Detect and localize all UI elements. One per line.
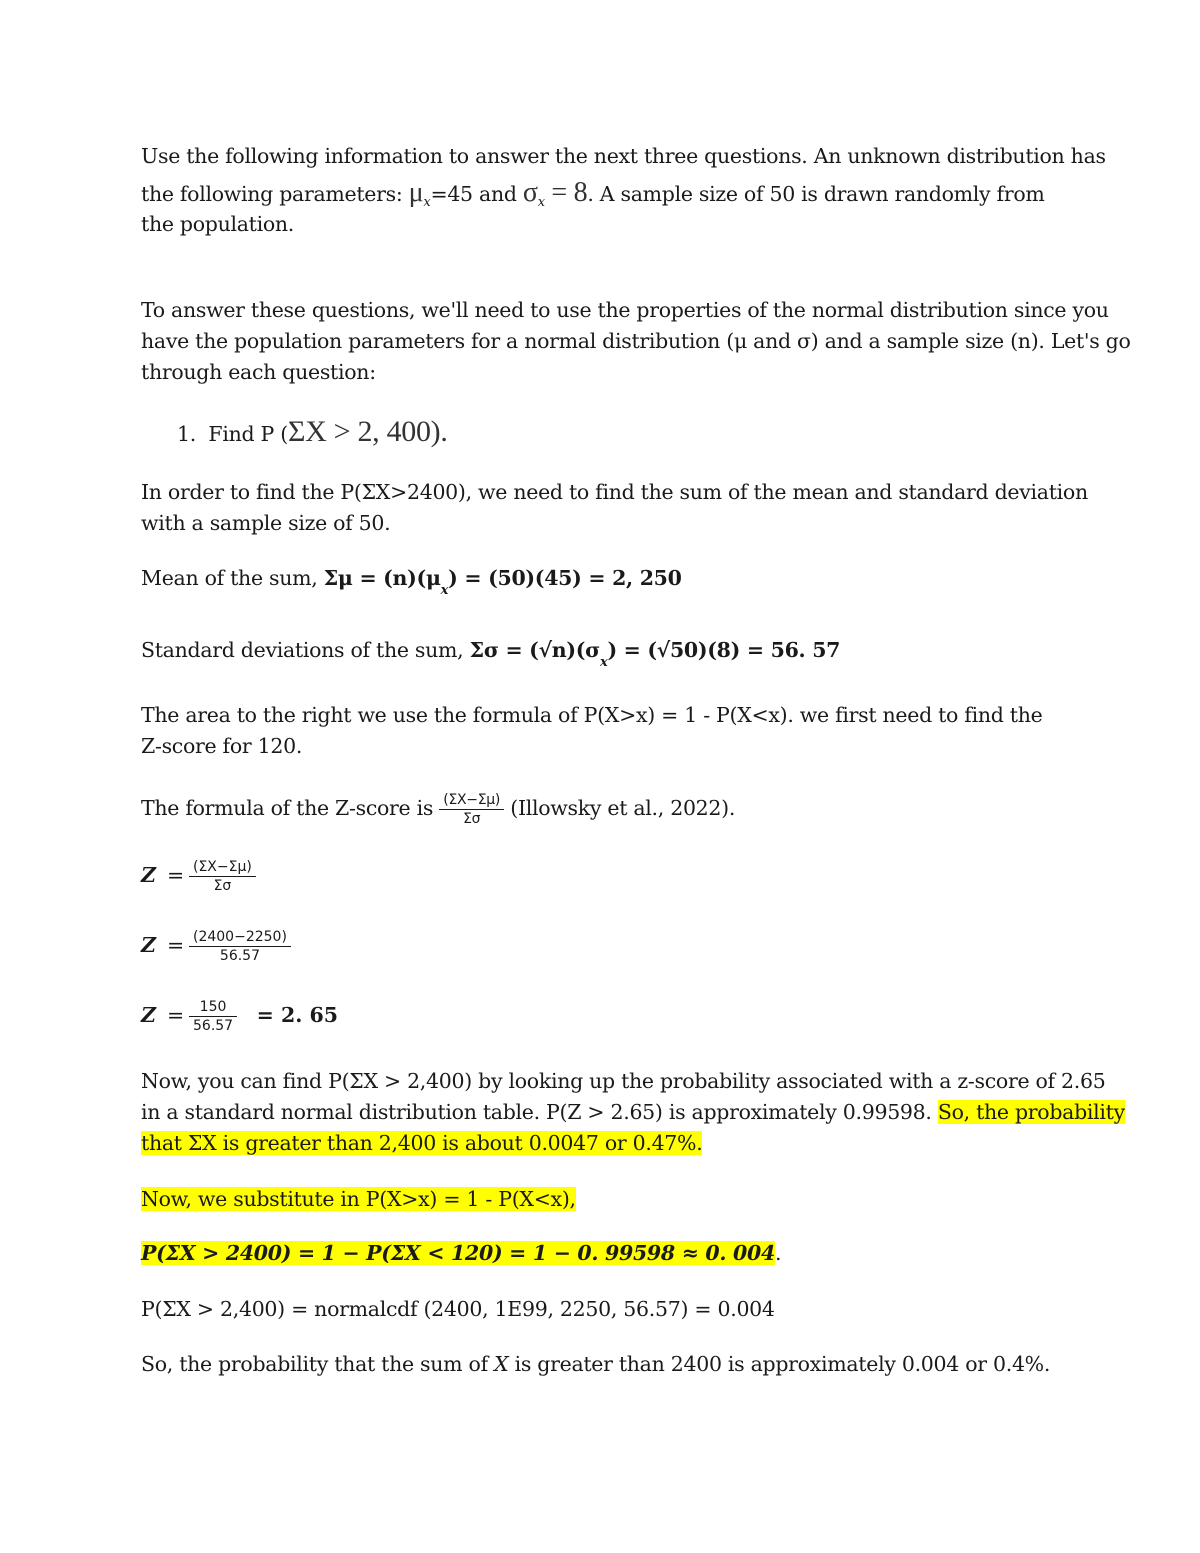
question-formula: ΣX > 2, 400). — [287, 415, 448, 448]
mu-symbol: μ — [408, 177, 424, 208]
z-variable: Z — [141, 1003, 156, 1027]
zformula-prefix: The formula of the Z-score is — [141, 796, 440, 820]
z-step-2 — [141, 928, 291, 965]
z-step-1 — [141, 858, 256, 895]
para4-line-2: Z-score for 120. — [141, 734, 303, 758]
z-denominator: 56.57 — [193, 1018, 234, 1034]
zformula-citation: (Illowsky et al., 2022). — [504, 796, 736, 820]
para2-line-1: To answer these questions, we'll need to use the properties of the normal distribution since you — [141, 298, 1109, 322]
zformula-fraction — [439, 791, 504, 828]
formula-period: . — [774, 1241, 782, 1265]
highlighted-formula: P(ΣX > 2400) = 1 − P(ΣX < 120) = 1 − 0. 99598 ≈ 0. 004 — [141, 1241, 775, 1265]
intro-text-2: . A sample size of 50 is drawn randomly from — [587, 182, 1045, 206]
conclusion-text: So, the probability that the sum of — [141, 1352, 495, 1376]
question-text: Find P ( — [208, 422, 288, 446]
conclusion-variable: X — [494, 1352, 509, 1376]
zformula-denominator: Σσ — [463, 811, 481, 827]
mean-subscript: x — [440, 583, 449, 599]
mean-formula: Σμ = (n)(μ — [323, 566, 441, 590]
z-numerator: 150 — [189, 998, 237, 1017]
sd-formula-end: ) = (√50)(8) = 56. 57 — [607, 638, 841, 662]
z-fraction — [189, 928, 291, 965]
z-fraction — [189, 858, 256, 895]
sd-formula: Σσ = (√n)(σ — [469, 638, 600, 662]
z-variable: Z — [141, 863, 156, 887]
sigma-value: = 8 — [544, 177, 588, 208]
intro-text: the following parameters: — [141, 182, 409, 206]
z-equals: = — [167, 933, 185, 957]
para5-text: in a standard normal distribution table. P(Z > 2.65) is approximately 0.99598. — [141, 1100, 938, 1124]
conclusion-line — [141, 1349, 1050, 1380]
normalcdf-line: P(ΣX > 2,400) = normalcdf (2400, 1E99, 2250, 56.57) = 0.004 — [141, 1297, 775, 1321]
para5-line-2 — [141, 1097, 1125, 1128]
sd-of-sum — [141, 635, 840, 674]
intro-line-3: the population. — [141, 212, 295, 236]
highlighted-text: So, the probability — [937, 1100, 1125, 1124]
z-numerator: (2400−2250) — [189, 928, 291, 947]
sd-subscript: x — [599, 655, 608, 671]
mean-formula-end: ) = (50)(45) = 2, 250 — [448, 566, 682, 590]
final-formula — [141, 1238, 781, 1269]
para3-line-2: with a sample size of 50. — [141, 511, 391, 535]
para2-line-3: through each question: — [141, 360, 376, 384]
substitute-line — [141, 1184, 576, 1215]
z-equals: = — [167, 1003, 185, 1027]
para4-line-1: The area to the right we use the formula of P(X>x) = 1 - P(X<x). we first need to find the — [141, 703, 1043, 727]
mu-value: =45 and — [430, 182, 523, 206]
para2-line-2: have the population parameters for a normal distribution (μ and σ) and a sample size (n). Let's go — [141, 329, 1131, 353]
mean-of-sum — [141, 563, 682, 602]
zformula-numerator: (ΣX−Σμ) — [439, 791, 504, 810]
sigma-symbol: σ — [522, 177, 538, 208]
zscore-formula-sentence — [141, 788, 735, 828]
z-step-3 — [141, 998, 338, 1035]
question-number: 1. — [177, 422, 196, 446]
question-1 — [177, 416, 448, 450]
para5-line-3 — [141, 1128, 702, 1159]
sd-label: Standard deviations of the sum, — [141, 638, 470, 662]
z-result: = 2. 65 — [256, 1003, 339, 1027]
z-fraction — [189, 998, 237, 1035]
para5-line-1: Now, you can find P(ΣX > 2,400) by looking up the probability associated with a z-score of 2.65 — [141, 1069, 1106, 1093]
highlighted-text: Now, we substitute in P(X>x) = 1 - P(X<x), — [141, 1187, 576, 1211]
para3-line-1: In order to find the P(ΣX>2400), we need to find the sum of the mean and standard deviation — [141, 480, 1088, 504]
z-numerator: (ΣX−Σμ) — [189, 858, 256, 877]
intro-line-1: Use the following information to answer the next three questions. An unknown distribution has — [141, 144, 1106, 168]
sigma-subscript: x — [537, 195, 545, 211]
z-variable: Z — [141, 933, 156, 957]
highlighted-text: that ΣX is greater than 2,400 is about 0.0047 or 0.47%. — [141, 1131, 703, 1155]
mu-subscript: x — [423, 195, 431, 211]
mean-label: Mean of the sum, — [141, 566, 324, 590]
z-denominator: Σσ — [213, 878, 232, 894]
z-equals: = — [167, 863, 185, 887]
conclusion-text-2: is greater than 2400 is approximately 0.004 or 0.4%. — [508, 1352, 1051, 1376]
z-denominator: 56.57 — [219, 948, 260, 964]
